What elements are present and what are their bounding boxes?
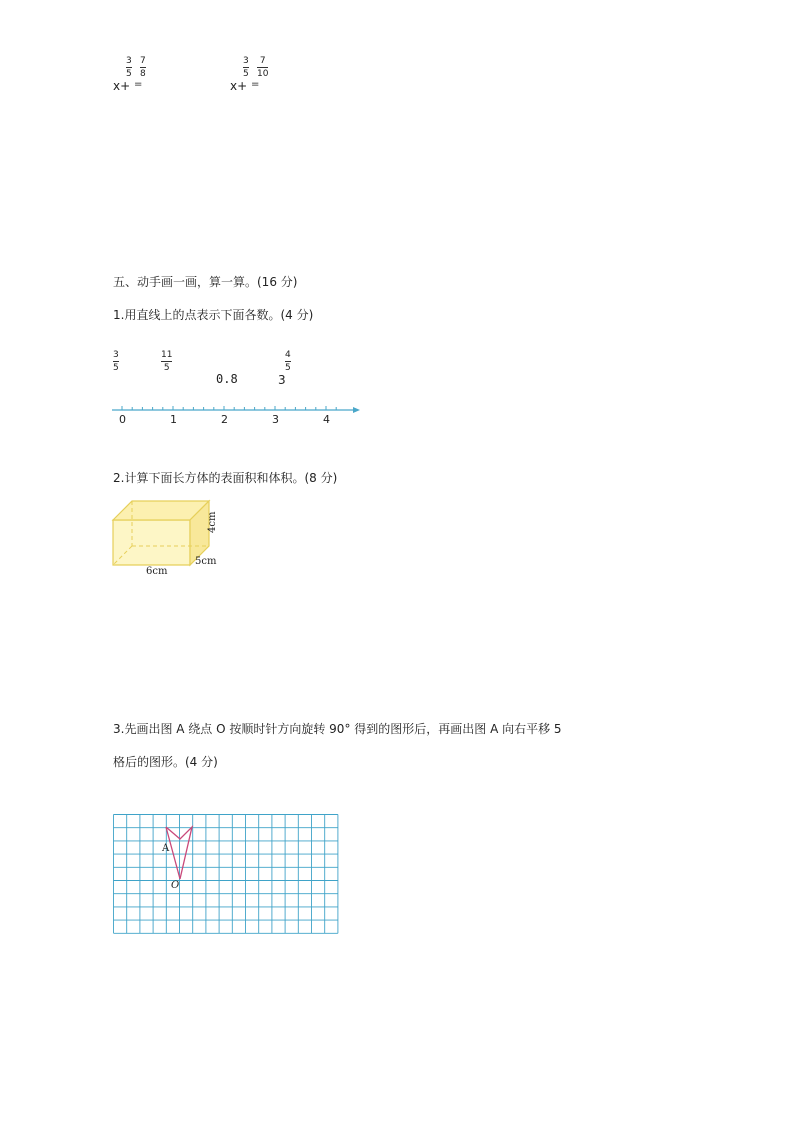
fraction-denominator: 5 bbox=[285, 363, 291, 373]
fraction-bar bbox=[285, 361, 291, 362]
axis-arrow bbox=[353, 407, 360, 413]
fraction-bar bbox=[113, 361, 119, 362]
label-o: O bbox=[171, 880, 180, 891]
q1-number-b bbox=[161, 350, 172, 373]
grid-figure bbox=[112, 813, 342, 937]
fraction-numerator: 4 bbox=[285, 350, 291, 360]
shape-a bbox=[166, 827, 192, 879]
fraction-denominator: 5 bbox=[113, 363, 119, 373]
q1-number-a bbox=[113, 350, 119, 373]
fraction-bar bbox=[140, 67, 146, 68]
fraction-bar bbox=[257, 67, 268, 68]
fraction-denominator: 5 bbox=[126, 69, 132, 79]
section-title: 五、动手画一画，算一算。(16 分) bbox=[113, 275, 298, 289]
cuboid-width-label: 5cm bbox=[195, 556, 217, 567]
fraction-bar bbox=[126, 67, 132, 68]
equation-1-fraction-b bbox=[140, 56, 146, 79]
q1-number-c: 0.8 bbox=[216, 372, 238, 386]
fraction-denominator: 5 bbox=[163, 363, 170, 373]
question-2-title: 2.计算下面长方体的表面积和体积。(8 分) bbox=[113, 471, 338, 485]
question-3-title-line-1: 3.先画出图 A 绕点 O 按顺时针方向旋转 90° 得到的图形后，再画出图 A 向右平移 5 bbox=[113, 722, 562, 736]
cuboid-front-face bbox=[113, 520, 190, 565]
fraction-numerator: 7 bbox=[140, 56, 146, 66]
equation-1-fraction-a bbox=[126, 56, 132, 79]
axis-label-0: 0 bbox=[119, 413, 126, 426]
fraction-numerator: 7 bbox=[259, 56, 266, 66]
fraction-numerator: 3 bbox=[126, 56, 132, 66]
axis-label-3: 3 bbox=[272, 413, 279, 426]
axis-label-4: 4 bbox=[323, 413, 330, 426]
fraction-bar bbox=[161, 361, 172, 362]
axis-label-2: 2 bbox=[221, 413, 228, 426]
fraction-numerator: 11 bbox=[161, 350, 173, 360]
axis-label-1: 1 bbox=[170, 413, 177, 426]
fraction-denominator: 5 bbox=[243, 69, 249, 79]
label-a: A bbox=[162, 843, 170, 854]
cuboid-length-label: 6cm bbox=[146, 566, 168, 577]
equation-1-equals: = bbox=[134, 79, 143, 90]
fraction-numerator: 3 bbox=[243, 56, 249, 66]
fraction-denominator: 8 bbox=[140, 69, 146, 79]
q1-number-d-fraction bbox=[285, 350, 291, 373]
fraction-denominator: 10 bbox=[257, 69, 269, 79]
number-line bbox=[110, 398, 370, 428]
q1-number-d-whole: 3 bbox=[278, 373, 286, 387]
equation-2-equals: = bbox=[251, 79, 260, 90]
equation-1-lhs: x+ bbox=[113, 79, 131, 93]
cuboid-height-label: 4cm bbox=[207, 511, 218, 533]
question-3-title-line-2: 格后的图形。(4 分) bbox=[113, 755, 218, 769]
grid-lines bbox=[114, 815, 338, 934]
question-1-title: 1.用直线上的点表示下面各数。(4 分) bbox=[113, 308, 314, 322]
equation-2-lhs: x+ bbox=[230, 79, 248, 93]
equation-2-fraction-a bbox=[243, 56, 249, 79]
equation-2-fraction-b bbox=[257, 56, 268, 79]
fraction-numerator: 3 bbox=[113, 350, 119, 360]
fraction-bar bbox=[243, 67, 249, 68]
